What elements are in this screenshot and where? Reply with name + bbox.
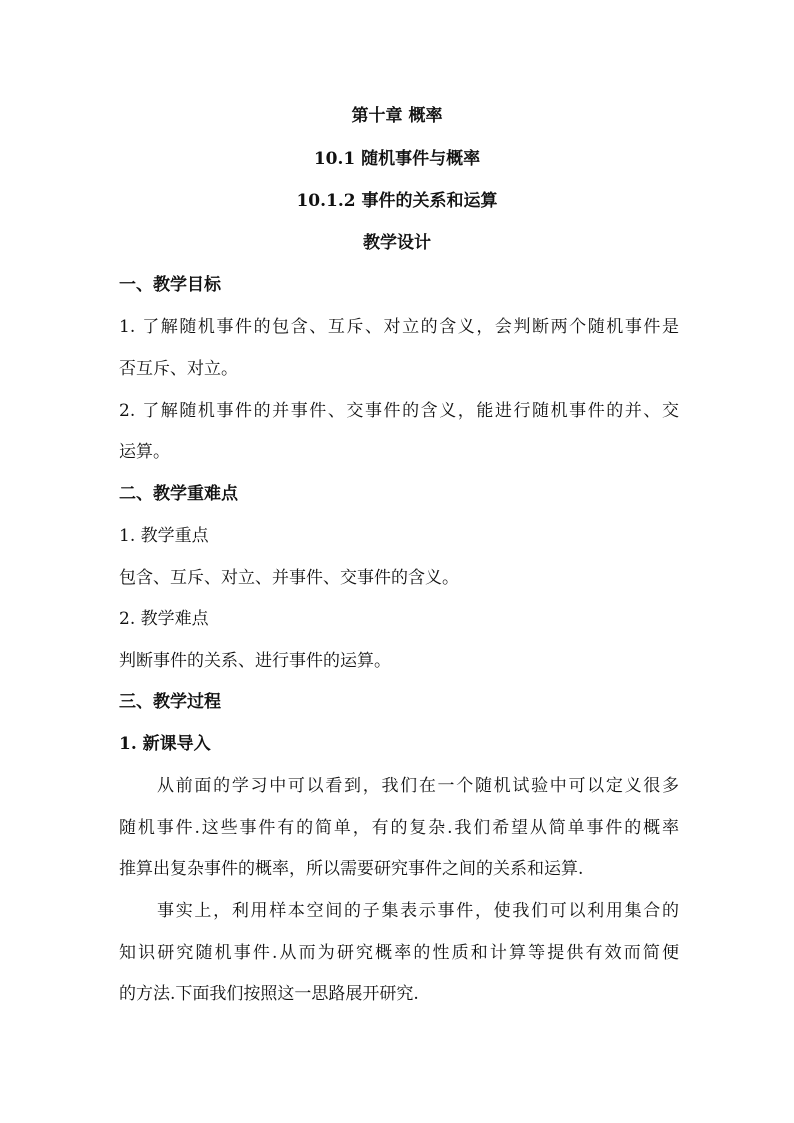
para2-line-1: 事实上，利用样本空间的子集表示事件，使我们可以利用集合的 bbox=[157, 901, 679, 921]
intro-label: 1. 新课导入 bbox=[119, 734, 211, 754]
difficulty-label: 2. 教学难点 bbox=[119, 609, 209, 629]
section-title: 10.1 随机事件与概率 bbox=[313, 149, 481, 169]
goals-heading: 一、教学目标 bbox=[119, 275, 221, 295]
focus-label: 1. 教学重点 bbox=[119, 526, 209, 546]
subsection-title: 10.1.2 事件的关系和运算 bbox=[296, 191, 498, 211]
goal-item-1-line-1: 1. 了解随机事件的包含、互斥、对立的含义，会判断两个随机事件是 bbox=[119, 317, 679, 337]
difficulty-text: 判断事件的关系、进行事件的运算。 bbox=[119, 651, 391, 671]
goal-item-2-line-1: 2. 了解随机事件的并事件、交事件的含义，能进行随机事件的并、交 bbox=[119, 401, 679, 421]
doc-type-title: 教学设计 bbox=[363, 233, 431, 253]
para1-line-1: 从前面的学习中可以看到，我们在一个随机试验中可以定义很多 bbox=[157, 776, 679, 796]
process-heading: 三、教学过程 bbox=[119, 692, 221, 712]
key-points-heading: 二、教学重难点 bbox=[119, 484, 238, 504]
goal-item-2-line-2: 运算。 bbox=[119, 442, 170, 462]
para2-line-3: 的方法.下面我们按照这一思路展开研究. bbox=[119, 984, 419, 1004]
chapter-title: 第十章 概率 bbox=[351, 106, 443, 126]
para2-line-2: 知识研究随机事件.从而为研究概率的性质和计算等提供有效而简便 bbox=[119, 943, 679, 963]
para1-line-3: 推算出复杂事件的概率，所以需要研究事件之间的关系和运算. bbox=[119, 859, 584, 879]
focus-text: 包含、互斥、对立、并事件、交事件的含义。 bbox=[119, 568, 459, 588]
goal-item-1-line-2: 否互斥、对立。 bbox=[119, 359, 238, 379]
para1-line-2: 随机事件.这些事件有的简单，有的复杂.我们希望从简单事件的概率 bbox=[119, 818, 679, 838]
